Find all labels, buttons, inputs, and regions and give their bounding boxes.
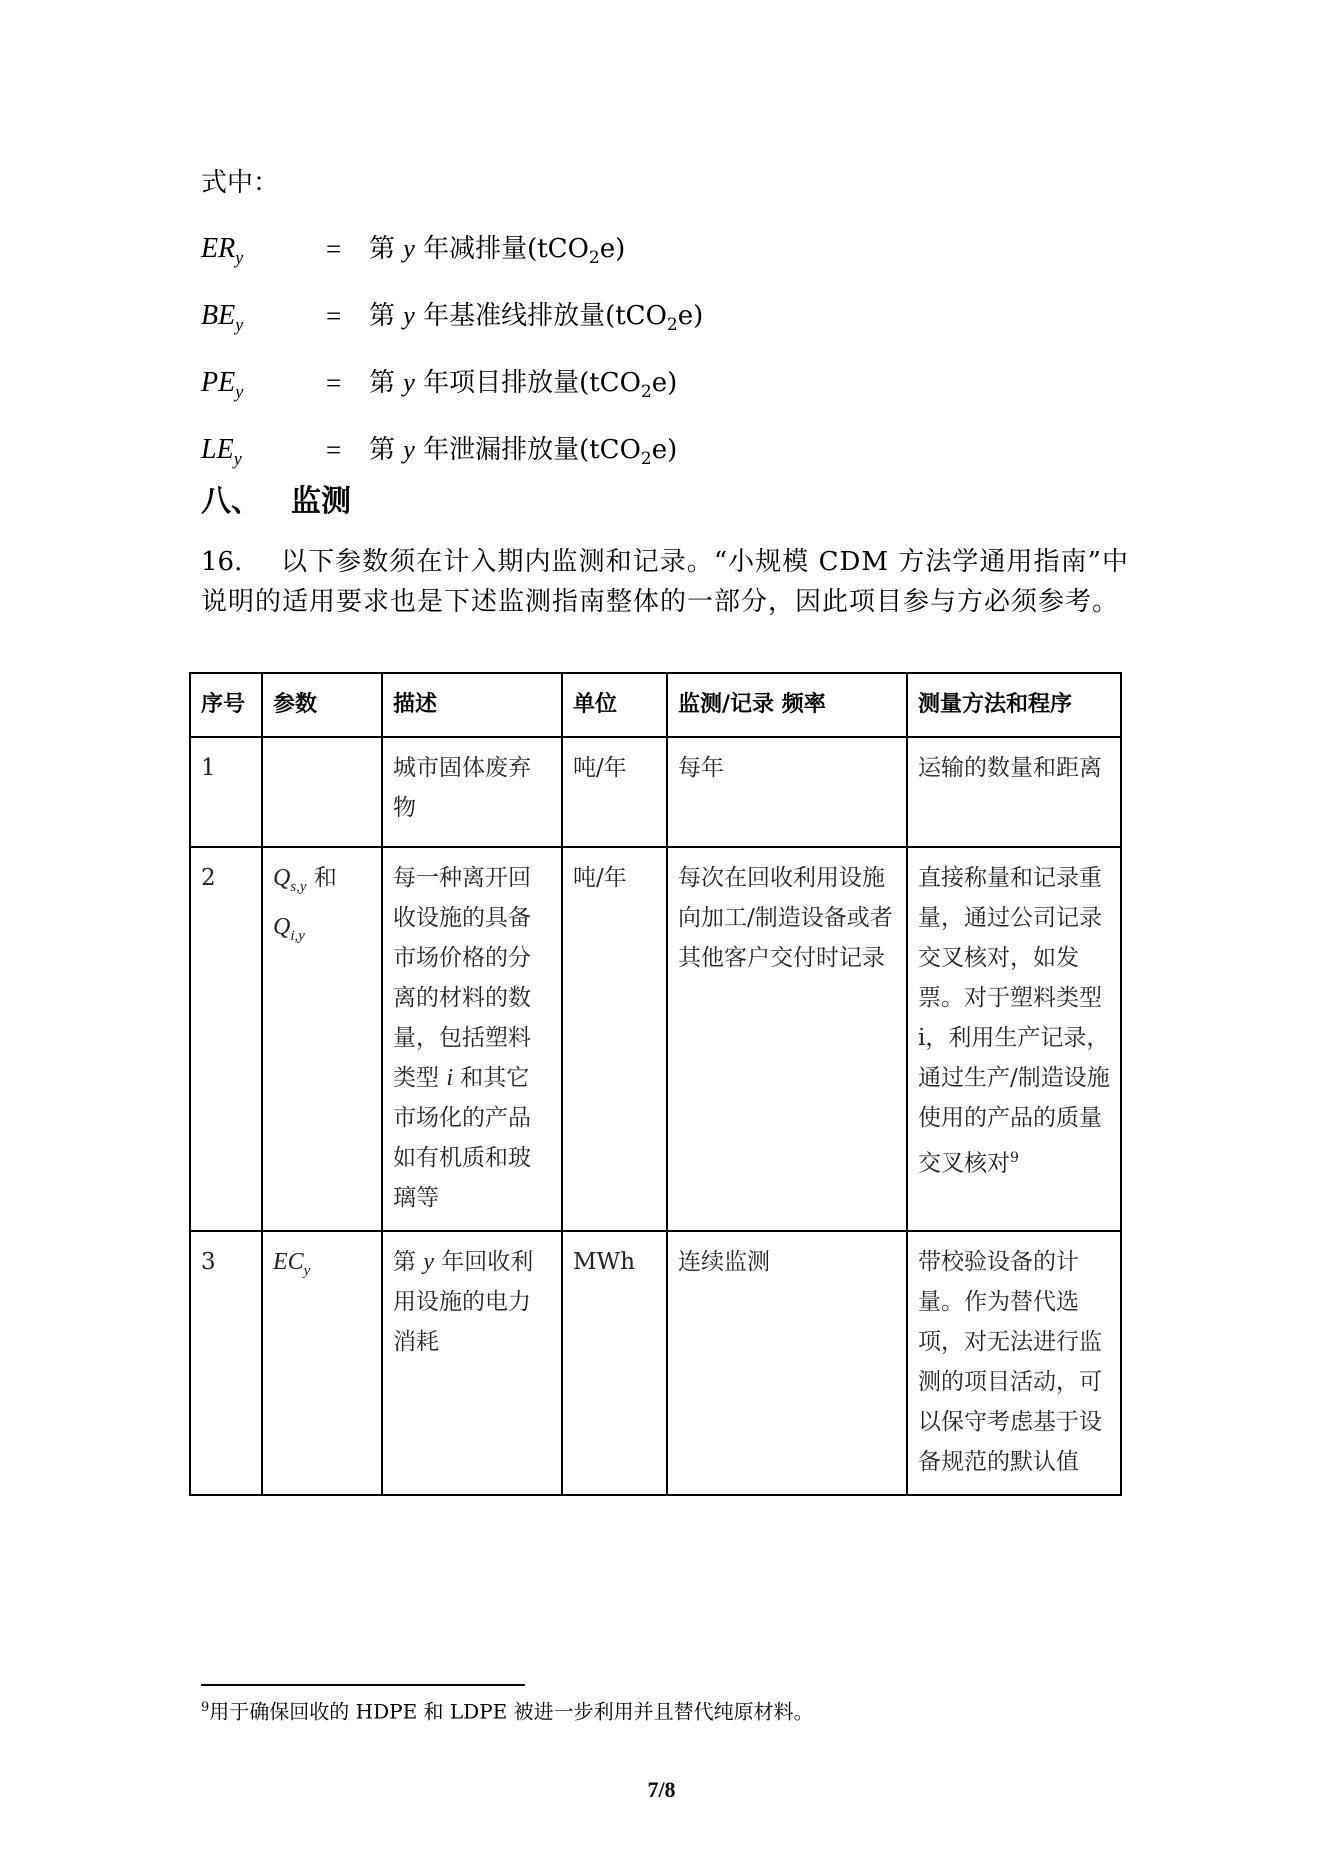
- parameter-symbol: $Q_{s,y}$: [273, 865, 307, 895]
- table-row: [190, 737, 1121, 847]
- cell-unit: 吨/年: [562, 737, 667, 847]
- equals-sign: =: [326, 368, 342, 398]
- equals-sign: =: [326, 234, 342, 264]
- footnote-divider: [201, 1684, 525, 1686]
- paragraph-16: [201, 542, 1129, 622]
- definition-symbol: $LE_y$: [201, 434, 242, 469]
- definition-symbol: $ER_y$: [201, 233, 244, 268]
- cell-number: 2: [190, 847, 262, 1231]
- parameter-symbol: $EC_y$: [273, 1249, 311, 1279]
- cell-parameter: $Q_{s,y}$ 和 $Q_{i,y}$: [262, 847, 382, 1231]
- cell-frequency: 连续监测: [667, 1231, 907, 1495]
- paragraph-text: 以下参数须在计入期内监测和记录。“小规模 CDM 方法学通用指南”中说明的适用要求也是下述监测指南整体的一部分，因此项目参与方必须参考。: [201, 547, 1129, 617]
- column-header: 序号: [190, 673, 262, 737]
- cell-description: 第 y 年回收利用设施的电力消耗: [382, 1231, 562, 1495]
- table-row: [190, 847, 1121, 1231]
- footnote-mark: 9: [201, 1700, 210, 1715]
- formula-intro: 式中：: [201, 168, 280, 198]
- footnote: [201, 1694, 814, 1726]
- definition-text: 第 y 年泄漏排放量(tCO$_2$e): [369, 435, 678, 470]
- monitoring-parameters-table: [189, 672, 1122, 1496]
- footnote-reference[interactable]: 9: [1010, 1150, 1019, 1166]
- cell-parameter: [262, 737, 382, 847]
- cell-method: 运输的数量和距离: [907, 737, 1121, 847]
- cell-frequency: 每年: [667, 737, 907, 847]
- cell-number: 1: [190, 737, 262, 847]
- column-header: 描述: [382, 673, 562, 737]
- column-header: 参数: [262, 673, 382, 737]
- cell-description: 城市固体废弃物: [382, 737, 562, 847]
- table-row: [190, 1231, 1121, 1495]
- section-number: 八、: [201, 484, 261, 519]
- definition-symbol: $BE_y$: [201, 300, 244, 335]
- cell-method: 带校验设备的计量。作为替代选项，对无法进行监测的项目活动，可以保守考虑基于设备规范的默认值: [907, 1231, 1121, 1495]
- cell-parameter: [262, 1231, 382, 1495]
- section-heading: [201, 482, 351, 522]
- equals-sign: =: [326, 435, 342, 465]
- equals-sign: =: [326, 301, 342, 331]
- definition-text: 第 y 年基准线排放量(tCO$_2$e): [369, 301, 704, 336]
- section-title: 监测: [291, 484, 351, 519]
- definition-symbol: $PE_y$: [201, 367, 244, 402]
- paragraph-number: 16.: [201, 547, 243, 577]
- column-header: 监测/记录 频率: [667, 673, 907, 737]
- cell-description: 每一种离开回收设施的具备市场价格的分离的材料的数量，包括塑料类型 i 和其它市场化的产品如有机质和玻璃等: [382, 847, 562, 1231]
- cell-unit: 吨/年: [562, 847, 667, 1231]
- definition-text: 第 y 年减排量(tCO$_2$e): [369, 234, 626, 269]
- cell-unit: MWh: [562, 1231, 667, 1495]
- page-number: 7/8: [647, 1777, 676, 1802]
- column-header: 单位: [562, 673, 667, 737]
- column-header: 测量方法和程序: [907, 673, 1121, 737]
- cell-method: 直接称量和记录重量，通过公司记录交叉核对，如发票。对于塑料类型 i，利用生产记录，通过生产/制造设施使用的产品的质量交叉核对$^9$: [907, 847, 1121, 1231]
- footnote-text: 用于确保回收的 HDPE 和 LDPE 被进一步利用并且替代纯原材料。: [209, 1699, 814, 1724]
- definition-text: 第 y 年项目排放量(tCO$_2$e): [369, 368, 678, 403]
- cell-frequency: 每次在回收利用设施向加工/制造设备或者其他客户交付时记录: [667, 847, 907, 1231]
- table-header-row: [190, 673, 1121, 737]
- cell-number: 3: [190, 1231, 262, 1495]
- parameter-symbol: $Q_{i,y}$: [273, 913, 305, 944]
